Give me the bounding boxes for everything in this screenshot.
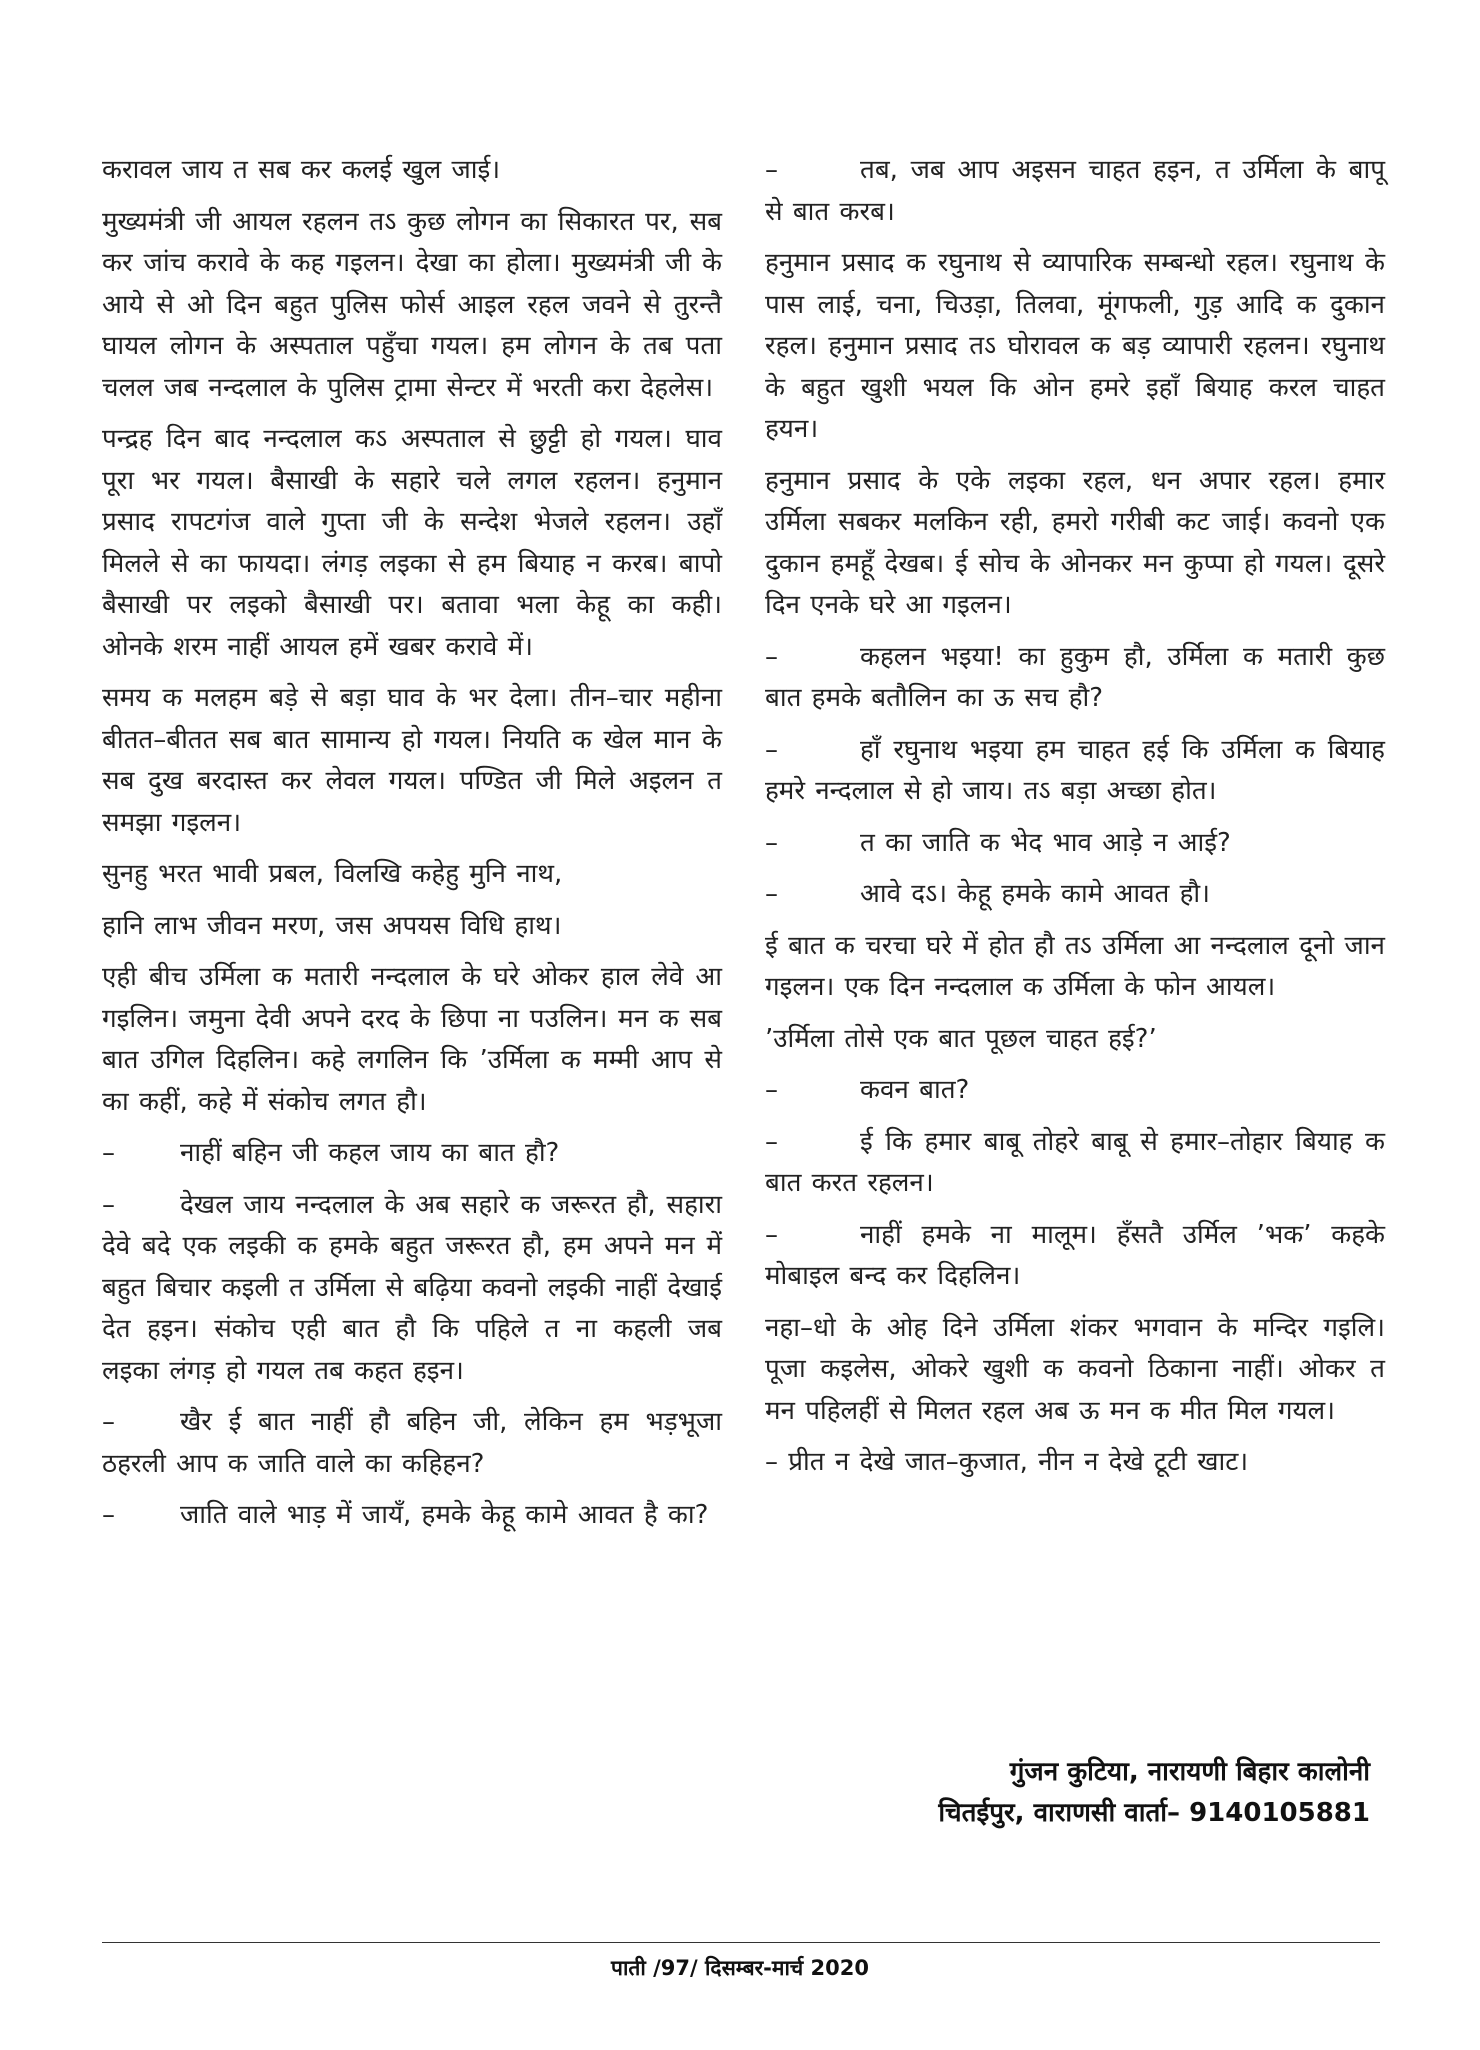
- dialogue-line: [765, 1215, 1385, 1298]
- paragraph: मुख्यमंत्री जी आयल रहलन तऽ कुछ लोगन का सिकारत पर, सब कर जांच करावे के कह गइलन। देखा का होला। मुख्यमंत्री जी के आये से ओ दिन बहुत पुलिस फोर्स आइल रहल जवने से तुरन्तै घायल लोगन के अस्पताल पहुँचा गयल। हम लोगन के तब पता चलल जब नन्दलाल के पुलिस ट्रामा सेन्टर में भरती करा देहलेस।: [102, 206, 722, 403]
- dialogue-text: नाहीं हमके ना मालूम। हँसतै उर्मिल ’भक’ कहके मोबाइल बन्द कर दिहलिन।: [765, 1219, 1385, 1291]
- dialogue-dash: –: [765, 155, 778, 185]
- dialogue-dash: –: [765, 1075, 778, 1105]
- paragraph: करावल जाय त सब कर कलई खुल जाई।: [102, 155, 501, 185]
- dialogue-line: [765, 1070, 1385, 1112]
- paragraph: हनुमान प्रसाद के एके लइका रहल, धन अपार रहल। हमार उर्मिला सबकर मलकिन रही, हमरो गरीबी कट जाई। कवनो एक दुकान हमहूँ देखब। ई सोच के ओनकर मन कुप्पा हो गयल। दूसरे दिन एनके घरे आ गइलन।: [765, 465, 1385, 620]
- paragraph: नहा–धो के ओह दिने उर्मिला शंकर भगवान के मन्दिर गइलि। पूजा कइलेस, ओकरे खुशी क कवनो ठिकाना नाहीं। ओकर त मन पहिलहीं से मिलत रहल अब ऊ मन क मीत मिल गयल।: [765, 1312, 1385, 1426]
- dialogue-text: कवन बात?: [860, 1075, 970, 1105]
- dialogue-dash: –: [102, 1189, 115, 1220]
- right-column: [765, 150, 1385, 1494]
- closing-line: – प्रीत न देखे जात–कुजात, नीन न देखे टूटी खाट।: [765, 1447, 1249, 1477]
- dialogue-line: [102, 1185, 722, 1393]
- dialogue-line: [102, 1495, 722, 1537]
- left-column: [102, 150, 722, 1547]
- verse-line: हानि लाभ जीवन मरण, जस अपयस विधि हाथ।: [102, 910, 562, 941]
- footer-divider: [102, 1942, 1380, 1943]
- dialogue-line: [765, 637, 1385, 720]
- dialogue-text: आवे दऽ। केहू हमके कामे आवत हौ।: [860, 879, 1211, 909]
- dialogue-dash: –: [765, 1219, 778, 1250]
- dialogue-text: त का जाति क भेद भाव आड़े न आई?: [860, 827, 1231, 858]
- dialogue-text: तब, जब आप अइसन चाहत हइन, त उर्मिला के बापू से बात करब।: [765, 155, 1385, 227]
- dialogue-line: [765, 874, 1385, 916]
- dialogue-dash: –: [765, 734, 778, 765]
- dialogue-text: ई कि हमार बाबू तोहरे बाबू से हमार–तोहार बियाह क बात करत रहलन।: [765, 1126, 1385, 1198]
- paragraph: हनुमान प्रसाद क रघुनाथ से व्यापारिक सम्बन्धो रहल। रघुनाथ के पास लाई, चना, चिउड़ा, तिलवा, मूंगफली, गुड़ आदि क दुकान रहल। हनुमान प्रसाद तऽ घोरावल क बड़ व्यापारी रहलन। रघुनाथ के बहुत खुशी भयल कि ओन हमरे इहाँ बियाह करल चाहत हयन।: [765, 248, 1385, 444]
- dialogue-dash: –: [102, 1500, 115, 1530]
- paragraph: ’उर्मिला तोसे एक बात पूछल चाहत हई?’: [765, 1023, 1157, 1054]
- dialogue-line: [102, 1133, 722, 1175]
- dialogue-text: कहलन भइया! का हुकुम हौ, उर्मिला क मतारी कुछ बात हमके बतौलिन का ऊ सच हौ?: [765, 641, 1385, 713]
- paragraph: एही बीच उर्मिला क मतारी नन्दलाल के घरे ओकर हाल लेवे आ गइलिन। जमुना देवी अपने दरद के छिपा ना पउलिन। मन क सब बात उगिल दिहलिन। कहे लगलिन कि ’उर्मिला क मम्मी आप से का कहीं, कहे में संकोच लगत हौ।: [102, 962, 722, 1117]
- paragraph: पन्द्रह दिन बाद नन्दलाल कऽ अस्पताल से छुट्टी हो गयल। घाव पूरा भर गयल। बैसाखी के सहारे चले लगल रहलन। हनुमान प्रसाद रापटगंज वाले गुप्ता जी के सन्देश भेजले रहलन। उहाँ मिलले से का फायदा। लंगड़ लइका से हम बियाह न करब। बापो बैसाखी पर लइको बैसाखी पर। बतावा भला केहू का कही। ओनके शरम नाहीं आयल हमें खबर करावे में।: [102, 424, 722, 662]
- dialogue-dash: –: [765, 827, 778, 858]
- dialogue-line: [102, 1402, 722, 1485]
- dialogue-line: [765, 730, 1385, 813]
- dialogue-line: [765, 1122, 1385, 1205]
- page-footer: पाती /97/ दिसम्बर-मार्च 2020: [611, 1956, 869, 1980]
- dialogue-dash: –: [765, 641, 778, 672]
- dialogue-dash: –: [765, 879, 778, 909]
- signature-address-line: गुंजन कुटिया, नारायणी बिहार कालोनी: [1009, 1757, 1370, 1787]
- dialogue-line: [765, 823, 1385, 865]
- dialogue-dash: –: [102, 1407, 115, 1437]
- dialogue-dash: –: [765, 1126, 778, 1157]
- signature-contact-line: चितईपुर, वाराणसी वार्ता– 9140105881: [938, 1798, 1370, 1828]
- dialogue-text: जाति वाले भाड़ में जायँ, हमके केहू कामे आवत है का?: [180, 1500, 709, 1530]
- dialogue-text: हाँ रघुनाथ भइया हम चाहत हई कि उर्मिला क बियाह हमरे नन्दलाल से हो जाय। तऽ बड़ा अच्छा होत।: [765, 734, 1385, 806]
- paragraph: ई बात क चरचा घरे में होत हौ तऽ उर्मिला आ नन्दलाल दूनो जान गइलन। एक दिन नन्दलाल क उर्मिला के फोन आयल।: [765, 930, 1385, 1002]
- dialogue-text: नाहीं बहिन जी कहल जाय का बात हौ?: [180, 1138, 560, 1168]
- dialogue-text: देखल जाय नन्दलाल के अब सहारे क जरूरत हौ, सहारा देवे बदे एक लइकी क हमके बहुत जरूरत हौ, हम अपने मन में बहुत बिचार कइली त उर्मिला से बढ़िया कवनो लइकी नाहीं देखाई देत हइन। संकोच एही बात हौ कि पहिले त ना कहली जब लइका लंगड़ हो गयल तब कहत हइन।: [102, 1189, 722, 1386]
- dialogue-line: [765, 150, 1385, 233]
- dialogue-text: खैर ई बात नाहीं हौ बहिन जी, लेकिन हम भड़भूजा ठहरली आप क जाति वाले का कहिहन?: [102, 1407, 722, 1479]
- verse-line: सुनहु भरत भावी प्रबल, विलखि कहेहु मुनि नाथ,: [102, 859, 563, 889]
- author-signature: [938, 1752, 1370, 1834]
- dialogue-dash: –: [102, 1138, 115, 1168]
- paragraph: समय क मलहम बड़े से बड़ा घाव के भर देला। तीन–चार महीना बीतत–बीतत सब बात सामान्य हो गयल। नियति क खेल मान के सब दुख बरदास्त कर लेवल गयल। पण्डित जी मिले अइलन त समझा गइलन।: [102, 683, 722, 838]
